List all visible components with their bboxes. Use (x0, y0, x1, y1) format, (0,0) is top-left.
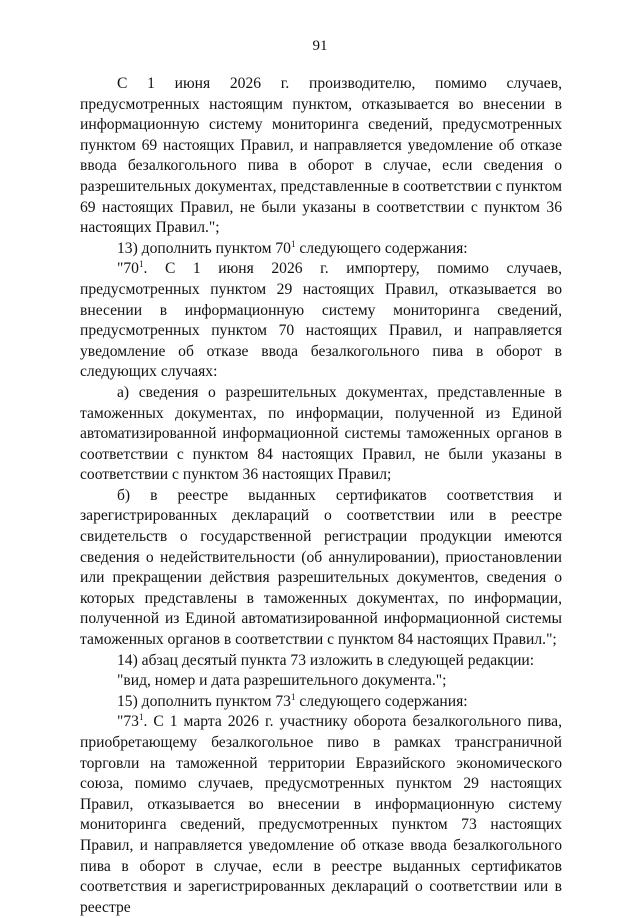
paragraph-item-14-quote (80, 671, 562, 692)
page-number: 91 (312, 38, 328, 54)
paragraph-subitem-a (80, 383, 562, 486)
paragraph-text: а) сведения о разрешительных документах, представленные в таможенных документах, по информации, полученной из Единой автоматизированной информационной системы таможенных органов в соответствии с пунктом 84 настоящих Правил, не были указаны в соответствии с пунктом 36 настоящих Правил; (80, 383, 562, 484)
paragraph-item-14 (80, 651, 562, 672)
paragraph-text: следующего содержания: (295, 239, 468, 257)
paragraph-clause-73-1 (80, 712, 562, 918)
paragraph-text: 15) дополнить пунктом 73 (117, 692, 291, 710)
superscript-index: 1 (290, 238, 296, 249)
paragraph-text: следующего содержания: (295, 692, 468, 710)
paragraph-text: "73 (117, 713, 139, 731)
superscript-index: 1 (138, 259, 144, 270)
paragraph-item-15 (80, 692, 562, 713)
paragraph-text: 13) дополнить пунктом 70 (117, 239, 291, 257)
superscript-index: 1 (138, 712, 144, 723)
document-body (80, 74, 562, 918)
superscript-index: 1 (290, 691, 296, 702)
paragraph-text: . С 1 июня 2026 г. импортеру, помимо случаев, предусмотренных пунктом 29 настоящих Правил, отказывается во внесении в информационную систему мониторинга сведений, предусмотренных пунктом 70 настоящих Правил, и направляется уведомление об отказе ввода безалкогольного пива в оборот в следующих случаях: (80, 260, 562, 381)
paragraph-text: "70 (117, 260, 139, 278)
paragraph-text: б) в реестре выданных сертификатов соответствия и зарегистрированных деклараций о соответствии или в реестре свидетельств о государственной регистрации продукции имеются сведения о недействительности (об аннулировании), приостановлении или прекращении действия разрешительных документов, сведения о которых представлены в таможенных документах, по информации, полученной из Единой автоматизированной информационной системы таможенных органов в соответствии с пунктом 84 настоящих Правил."; (80, 486, 562, 649)
paragraph-item-13 (80, 239, 562, 260)
paragraph-text: С 1 июня 2026 г. производителю, помимо случаев, предусмотренных настоящим пунктом, отказывается во внесении в информационную систему мониторинга сведений, предусмотренных пунктом 69 настоящих Правил, и направляется уведомление об отказе ввода безалкогольного пива в оборот в случае, если сведения о разрешительных документах, представленные в соответствии с пунктом 69 настоящих Правил, не были указаны в соответствии с пунктом 36 настоящих Правил."; (80, 75, 562, 237)
paragraph-clause-70-1 (80, 259, 562, 383)
paragraph-text: . С 1 марта 2026 г. участнику оборота безалкогольного пива, приобретающему безалкогольное пиво в рамках трансграничной торговли на таможенной территории Евразийского экономического союза, помимо случаев, предусмотренных пунктом 29 настоящих Правил, отказывается во внесении в информационную систему мониторинга сведений, предусмотренных пунктом 73 настоящих Правил, и направляется уведомление об отказе ввода безалкогольного пива в оборот в случае, если в реестре выданных сертификатов соответствия и зарегистрированных деклараций о соответствии или в реестре (80, 713, 562, 916)
paragraph-text: 14) абзац десятый пункта 73 изложить в следующей редакции: (117, 651, 535, 669)
paragraph-subitem-b (80, 486, 562, 651)
paragraph-text: "вид, номер и дата разрешительного документа."; (117, 672, 447, 690)
paragraph-production-rule (80, 74, 562, 239)
